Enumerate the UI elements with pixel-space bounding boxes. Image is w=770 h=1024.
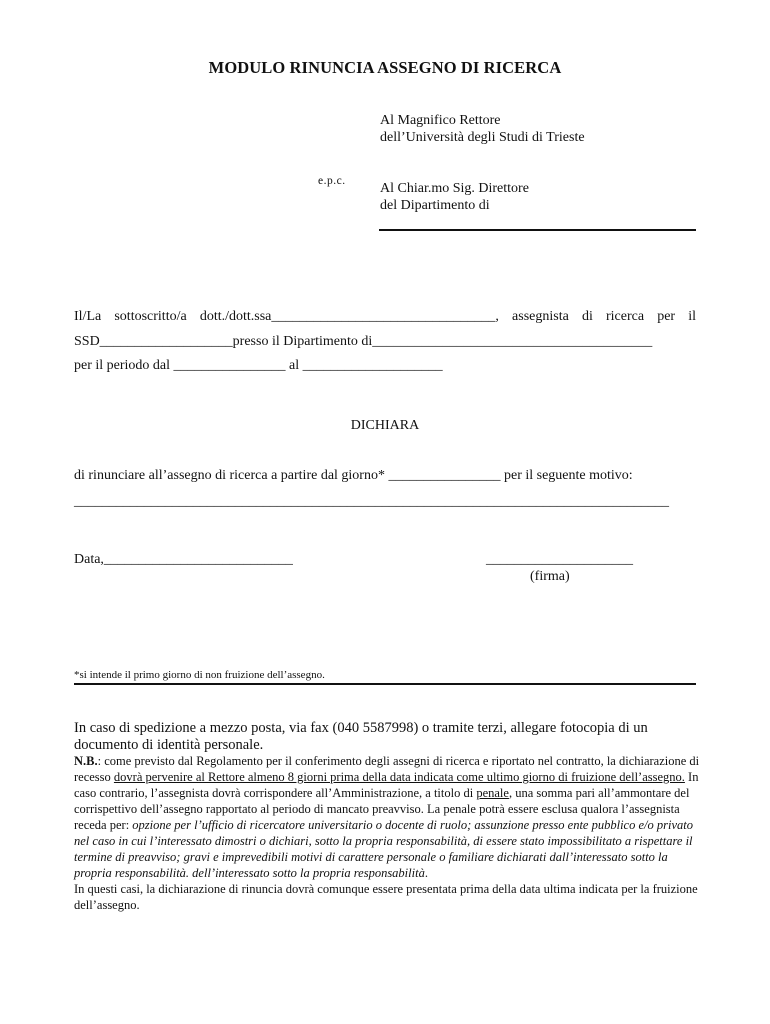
nb-italic-exceptions: opzione per l’ufficio di ricercatore universitario o docente di ruolo; assunzione presso ente pubblico e/o privato nel caso in cui l’interessato dimostri o dichiari, sotto la propria responsabilità, di essere stato impossibilitato a rispettare il termine di preavviso; gravi e imprevedibili motivi di carattere personale o familiare dichiarati dall’interessato sotto la propria responsabilità. dell’interessato sotto la propria responsabilità	[74, 818, 693, 880]
nb-label: N.B.	[74, 754, 98, 768]
signature-label: (firma)	[530, 569, 570, 584]
mailing-notice: In caso di spedizione a mezzo posta, via fax (040 5587998) o tramite terzi, allegare fotocopia di un documento di identità personale.	[74, 720, 648, 753]
ssd-department-line[interactable]: SSD___________________presso il Dipartimento di________________________________________	[74, 334, 653, 349]
form-word: sottoscritto/a	[114, 309, 187, 324]
recipient-block	[380, 112, 585, 146]
date-field[interactable]: Data,___________________________	[74, 552, 293, 567]
name-field[interactable]: dott./dott.ssa________________________________,	[199, 309, 499, 324]
cc-line-2: del Dipartimento di	[380, 198, 490, 213]
recipient-line-1: Al Magnifico Rettore	[380, 113, 501, 128]
document-title: MODULO RINUNCIA ASSEGNO DI RICERCA	[208, 58, 562, 77]
renounce-line[interactable]: di rinunciare all’assegno di ricerca a partire dal giorno* ________________ per il seguente motivo:	[74, 468, 633, 483]
nb-text: .	[424, 866, 428, 880]
form-word: assegnista	[512, 309, 569, 324]
cc-block	[380, 180, 529, 214]
form-word: per	[657, 309, 676, 324]
form-word: di	[581, 309, 593, 324]
nb-paragraph	[74, 753, 704, 881]
nb-text: , una somma pari all’ammontare del corrispettivo dell’assegno rapportato al periodo di mancato preavviso. La penale potrà essere esclusa qualora l’assegnista receda per:	[74, 786, 690, 832]
cc-line-1: Al Chiar.mo Sig. Direttore	[380, 181, 529, 196]
footnote-divider	[74, 683, 696, 685]
nb-text: In caso contrario, l’assegnista dovrà corrispondere all’Amministrazione, a titolo di	[74, 770, 699, 800]
signature-field[interactable]: _____________________	[486, 552, 633, 567]
form-word: il	[688, 309, 696, 324]
reason-line[interactable]: _____________________________________________________________________________________	[74, 494, 669, 509]
form-line-1	[74, 309, 696, 325]
declare-heading: DICHIARA	[350, 418, 420, 433]
form-word: Il/La	[74, 309, 102, 324]
department-field-line[interactable]	[379, 229, 696, 231]
nb-section	[74, 753, 704, 913]
footnote: *si intende il primo giorno di non fruizione dell’assegno.	[74, 669, 325, 681]
recipient-line-2: dell’Università degli Studi di Trieste	[380, 130, 585, 145]
nb-last-paragraph: In questi casi, la dichiarazione di rinuncia dovrà comunque essere presentata prima della data ultima indicata per la fruizione dell’assegno.	[74, 882, 698, 912]
nb-text: : come previsto dal Regolamento per il conferimento degli assegni di ricerca e riportato nel contratto, la dichiarazione di recesso	[74, 754, 700, 784]
period-line[interactable]: per il periodo dal ________________ al ____________________	[74, 358, 443, 373]
nb-underlined-deadline: dovrà pervenire al Rettore almeno 8 giorni prima della data indicata come ultimo giorno di fruizione dell’assegno.	[113, 770, 685, 784]
form-word: ricerca	[605, 309, 645, 324]
nb-underlined-penalty: penale	[476, 786, 509, 800]
epc-label: e.p.c.	[318, 175, 346, 187]
